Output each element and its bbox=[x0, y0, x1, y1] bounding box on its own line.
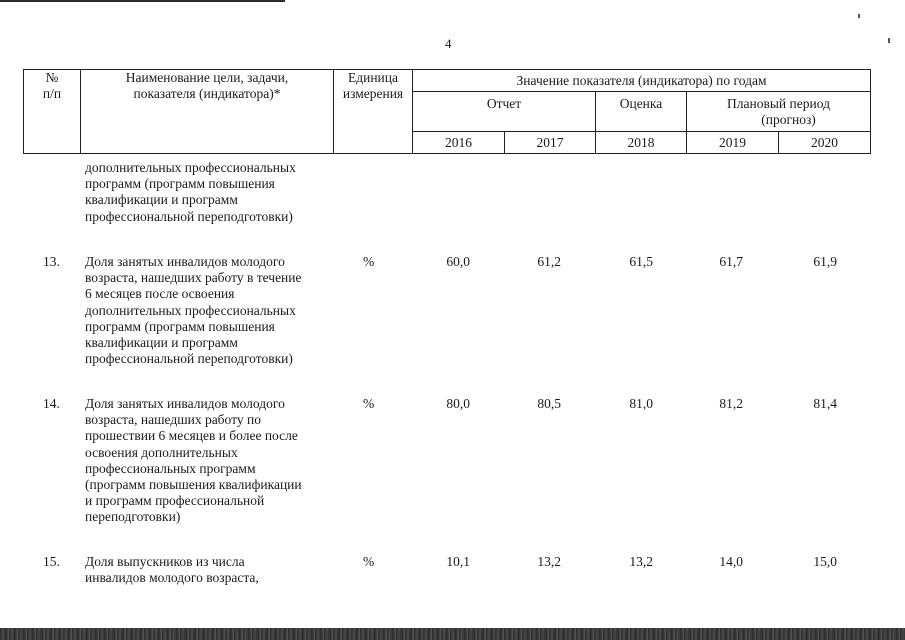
row-14-value-2019: 81,2 bbox=[719, 396, 743, 411]
header-year-2019: 2019 bbox=[687, 132, 779, 154]
header-col-number: № п/п bbox=[24, 70, 81, 154]
header-group-report: Отчет bbox=[413, 92, 596, 132]
row-15-value-2017: 13,2 bbox=[537, 554, 561, 569]
row-13-value-2016: 60,0 bbox=[446, 254, 470, 269]
header-group-estimate: Оценка bbox=[596, 92, 687, 132]
row-13-value-2017: 61,2 bbox=[537, 254, 561, 269]
scan-edge-top bbox=[0, 0, 285, 2]
row-14-number: 14. bbox=[43, 396, 60, 411]
row-14-value-2016: 80,0 bbox=[446, 396, 470, 411]
header-year-2018: 2018 bbox=[596, 132, 687, 154]
row-15-unit: % bbox=[363, 554, 375, 569]
row-15-value-2016: 10,1 bbox=[446, 554, 470, 569]
row-13-number: 13. bbox=[43, 254, 60, 269]
page-number: 4 bbox=[445, 36, 452, 51]
row-15-value-2020: 15,0 bbox=[813, 554, 837, 569]
row-15-name: Доля выпускников из числа инвалидов молодого возраста, bbox=[85, 554, 259, 586]
row-14-unit: % bbox=[363, 396, 375, 411]
row-13-value-2019: 61,7 bbox=[719, 254, 743, 269]
row-15-number: 15. bbox=[43, 554, 60, 569]
scan-edge-bottom bbox=[0, 628, 905, 640]
row-14-value-2020: 81,4 bbox=[813, 396, 837, 411]
row-13-value-2018: 61,5 bbox=[629, 254, 653, 269]
row-14-name: Доля занятых инвалидов молодого возраста, нашедших работу по прошествии 6 месяцев и более после освоения дополнительных профессиональных программ (программ повышения квалификации и программ профессиональной переподготовки) bbox=[85, 396, 302, 525]
header-group-plan: Плановый период (прогноз) bbox=[687, 92, 871, 132]
table-row-continuation-name: дополнительных профессиональных программ (программ повышения квалификации и программ профессиональной переподготовки) bbox=[85, 160, 296, 224]
header-col-values: Значение показателя (индикатора) по годам bbox=[413, 70, 871, 92]
header-col-unit: Единица измерения bbox=[334, 70, 413, 154]
row-14-value-2017: 80,5 bbox=[537, 396, 561, 411]
scan-speck bbox=[858, 14, 860, 18]
header-year-2016: 2016 bbox=[413, 132, 505, 154]
row-13-value-2020: 61,9 bbox=[813, 254, 837, 269]
row-15-value-2018: 13,2 bbox=[629, 554, 653, 569]
header-year-2020: 2020 bbox=[779, 132, 871, 154]
indicator-table-header bbox=[23, 69, 871, 154]
scan-speck bbox=[888, 38, 890, 43]
row-15-value-2019: 14,0 bbox=[719, 554, 743, 569]
row-13-unit: % bbox=[363, 254, 375, 269]
header-year-2017: 2017 bbox=[505, 132, 596, 154]
row-14-value-2018: 81,0 bbox=[629, 396, 653, 411]
row-13-name: Доля занятых инвалидов молодого возраста, нашедших работу в течение 6 месяцев после освоения дополнительных профессиональных программ (программ повышения квалификации и программ профессиональной переподготовки) bbox=[85, 254, 302, 367]
header-col-name: Наименование цели, задачи, показателя (индикатора)* bbox=[81, 70, 334, 154]
